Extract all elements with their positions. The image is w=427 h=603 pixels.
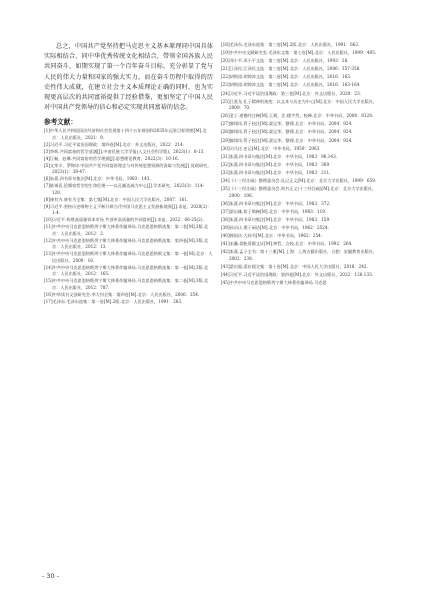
conclusion-paragraph: 总之，中国共产党坚持把马克思主义基本原理同中国具体实际相结合、同中华优秀传统文化相结合，带领全国各族人民共同奋斗，如期实现了第一个百年奋斗目标，充分彰显了党与人民的伟大力量和国家的强大实力。而在奋斗历程中取得的历史性伟大成就，在建立社会主义本质理论正确的同时，也为实现更高层次的共同富裕提供了经验借鉴，更加坚定了中国人民对中国共产党领导的信心和必定实现共同富裕的信念。 <box>44 43 213 112</box>
reference-item: [20]邓小平.邓小平文选：第三卷[M].北京：人民出版社，1993：28. <box>221 58 349 64</box>
reference-item: [27]黎翔凤.管子校注[M].梁运华，整理.北京：中华书局，2004：924. <box>221 121 353 127</box>
reference-item: [15]中共中央马克思恩格斯列宁斯大林著作编译局.马克思恩格斯选集：第二卷[M].3版.北京：人民出版社，2012：787. <box>44 278 209 290</box>
reference-item: [37]梁启雄.荀子简释[M].北京：中华书局，1983：119. <box>221 208 327 214</box>
reference-item: [19]中共中央文献研究室.毛泽东文集：第七卷[M].北京：人民出版社，1999：495. <box>221 50 377 56</box>
reference-item: [31]朱熹.四书章句集注[M].北京：中华书局，1983：96,143. <box>221 153 338 159</box>
reference-item: [10]习近平.构建高质量资本市场 共创更高质量的共同富裕[J].求是，2022：66-25(2). <box>44 217 204 223</box>
reference-item: [21]江泽民.江泽民文选：第三卷[M].北京：人民出版社，2006：357-358. <box>221 66 361 72</box>
reference-item: [23]胡锦涛.胡锦涛文选：第三卷[M].北京：人民出版社，2016：163-164. <box>221 82 361 88</box>
references-heading: 参考文献： <box>44 118 77 127</box>
reference-item: [45]中共中央马克思恩格斯列宁斯大林著作编译局.马克思 <box>221 280 327 286</box>
reference-item: [25]吕嘉戈.孔子精神的演变：以文本与历史为中心[M].北京：中国人民大学出版社，2009：70. <box>221 98 378 111</box>
reference-item: [39]孙诒让.墨子闲诂[M].北京：中华书局，1962：2524. <box>221 224 329 230</box>
reference-item: [5]文荣丰，罗锦诗.中国共产党共同富裕理念与对传统思想资源的汲取与发展[J].党政研究，2023(1)：38-47. <box>44 162 212 175</box>
reference-item: [7]陈锡喜.论儒家哲学的生命伦理——以孔颖达疏为中心[J].学术研究，2023(3)：114-120. <box>44 183 205 195</box>
reference-item: [13]中共中央马克思恩格斯列宁斯大林著作编译局.马克思恩格斯文集：第一卷[M].北京：人民出版社，2009：16. <box>44 251 213 263</box>
reference-item: [8]康有为.康有为全集：第七集[M].北京：中国人民大学出版社，2007：161. <box>44 196 189 202</box>
reference-item: [6]朱熹.四书章句集注[M].北京：中华书局，1983：143. <box>44 176 151 182</box>
references-list-right <box>221 42 387 287</box>
reference-item: [43]梁启超.梁启超全集：第十卷[M].北京：中国人民大学出版社，2018：242. <box>221 263 368 269</box>
reference-item: [41]宋濂.晏帐爱颐文证[M].钟哲，点校.北京：中华书局，1992：264. <box>221 241 353 247</box>
reference-item: [36]朱熹.四书章句集注[M].北京：中华书局，1983：372. <box>221 200 331 206</box>
reference-item: [4]江畅，赵琳.共同富裕的哲学理据[J].思想理论教育，2022(3)：10-16. <box>44 155 179 161</box>
reference-item: [32]朱熹.四书章句集注[M].北京：中华书局，1983：369. <box>221 161 331 167</box>
reference-item: [9]习近平.坚持历史唯物主义不断开辟当代中国马克思主义发展新境界[J].求是，2020(2)：1-4. <box>44 203 212 216</box>
reference-item: [28]黎翔凤.管子校注[M].梁运华，整理.北京：中华书局，2004：924. <box>221 129 353 135</box>
reference-item: [14]中共中央马克思恩格斯列宁斯大林著作编译局.马克思恩格斯选集：第一卷[M].3版.北京：人民出版社，2012：165. <box>44 264 209 277</box>
reference-item: [44]习近平.习近平谈治国理政：第四卷[M].北京：外文出版社，2022：126-133. <box>221 271 374 277</box>
reference-item: [33]朱熹.四书章句集注[M].北京：中华书局，1983：211. <box>221 169 331 175</box>
reference-item: [12]中共中央马克思恩格斯列宁斯大林著作编译局.马克思恩格斯选集：第四卷[M].3版.北京：人民出版社，2012：13. <box>44 237 209 250</box>
reference-item: [3]李辉.共同富裕的哲学意涵[J].中南民族大学学报(人文社会科学版)，2023(1)：8-13. <box>44 148 205 154</box>
reference-item: [2]习近平.习近平谈治国理政：第四卷[M].北京：外文出版社，2022：214. <box>44 141 185 147</box>
reference-item: [17]毛泽东.毛泽东选集：第一卷[M].2版.北京：人民出版社，1991：283. <box>44 298 183 304</box>
reference-item: [1]中华人民共和国国民经济和社会发展第十四个五年规划和2035年远景目标纲要[M].北京：人民出版社，2021：9. <box>44 128 207 140</box>
reference-item: [38]朱熹.四书章句集注[M].北京：中华书局，1983：159. <box>221 216 331 222</box>
reference-item: [24]习近平.习近平谈治国理政：第三卷[M].北京：外文出版社，2020：23. <box>221 90 362 96</box>
right-column <box>221 42 387 288</box>
reference-item: [30]司马迁.史记[M].北京：中华书局，1959：2963. <box>221 145 321 151</box>
reference-item: [16]中华读书文创研究会.李大钊全集：第四卷[M].北京：人民出版社，2006：354. <box>44 291 200 297</box>
reference-item: [34]《十三经注疏》整理委员会.礼记正义[M].北京：北京大学出版社，1999：659. <box>221 178 377 183</box>
reference-item: [11]中共中央马克思恩格斯列宁斯大林著作编译局.马克思恩格斯选集：第二卷[M].3版.北京：人民出版社，2012：2. <box>44 224 209 236</box>
references-list-left <box>44 128 213 305</box>
reference-item: [26]老子.道德经注释[M].王弼，注.楼宇烈，校释.北京：中华书局，2008：8128. <box>221 113 374 119</box>
reference-item: [29]黎翔凤.管子校注[M].梁运华，整理.北京：中华书局，2004：924. <box>221 137 353 143</box>
reference-item: [40]韩国庆.大同书[M].北京：中华书局，1962：254. <box>221 233 323 239</box>
reference-item: [22]胡锦涛.胡锦涛文选：第二卷[M].北京：人民出版社，2016：163. <box>221 74 352 80</box>
reference-item: [35]《十三经注疏》整理委员会.尚书正义(十三经注疏)[M].北京：北京大学出版社，2000：106. <box>221 186 377 198</box>
left-column <box>44 42 213 306</box>
page-number: - 30 - <box>42 572 60 580</box>
reference-item: [18]毛泽东.毛泽东选集：第三卷[M].2版.北京：人民出版社，1991：663. <box>221 42 360 47</box>
reference-item: [42]朱熹.孟子全书：第十三册[M].上海：上海古籍出版社，合肥：安徽教育出版社，2002：238. <box>221 249 378 261</box>
